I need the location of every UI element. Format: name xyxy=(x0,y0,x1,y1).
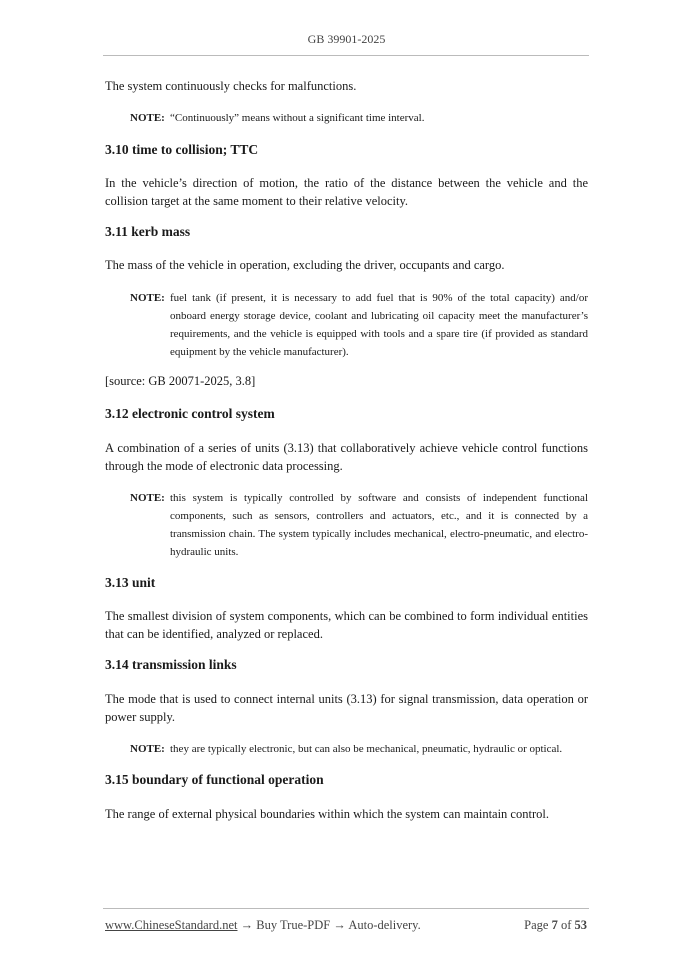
note xyxy=(130,289,588,361)
note xyxy=(130,740,588,758)
arrow-right-icon: → xyxy=(240,918,254,932)
note xyxy=(130,489,588,561)
page-label: Page xyxy=(524,918,549,932)
note-label: NOTE: xyxy=(130,743,165,755)
note-text: they are typically electronic, but can also be mechanical, pneumatic, hydraulic or optical. xyxy=(170,743,563,755)
current-page: 7 xyxy=(551,918,558,932)
paragraph: The range of external physical boundaries within which the system can maintain control. xyxy=(105,807,549,821)
note-label: NOTE: xyxy=(130,112,165,124)
of-label: of xyxy=(560,918,572,932)
footer-promo xyxy=(105,918,421,933)
section-heading-3-12: 3.12 electronic control system xyxy=(105,406,275,421)
section-heading-3-11: 3.11 kerb mass xyxy=(105,224,191,239)
website-link[interactable]: www.ChineseStandard.net xyxy=(105,918,238,932)
paragraph: The mass of the vehicle in operation, excluding the driver, occupants and cargo. xyxy=(105,258,505,272)
note-text: this system is typically controlled by software and consists of independent functional components, such as sensors, controllers and actuators, etc., and it is connected by a transmission chain. The system typically includes mechanical, electro-pneumatic, and electro-hydraulic units. xyxy=(170,492,588,558)
section-heading-3-14: 3.14 transmission links xyxy=(105,657,237,672)
section-heading-3-13: 3.13 unit xyxy=(105,575,156,590)
note-label: NOTE: xyxy=(130,292,165,304)
paragraph: The mode that is used to connect internal units (3.13) for signal transmission, data operation or power supply. xyxy=(105,692,588,724)
page-header: GB 39901-2025 xyxy=(307,32,386,46)
note-label: NOTE: xyxy=(130,492,165,504)
buy-text: Buy True-PDF xyxy=(256,918,331,932)
footer-divider xyxy=(103,908,589,909)
paragraph: A combination of a series of units (3.13) that collaboratively achieve vehicle control functions through the mode of electronic data processing. xyxy=(105,441,588,473)
paragraph: The smallest division of system components, which can be combined to form individual entities that can be identified, analyzed or replaced. xyxy=(105,609,588,641)
section-heading-3-10: 3.10 time to collision; TTC xyxy=(105,142,259,157)
paragraph: The system continuously checks for malfunctions. xyxy=(105,79,357,93)
section-heading-3-15: 3.15 boundary of functional operation xyxy=(105,772,324,787)
note-text: “Continuously” means without a significant time interval. xyxy=(170,112,425,124)
page-number xyxy=(524,918,587,933)
arrow-right-icon: → xyxy=(333,918,346,932)
header-divider xyxy=(103,55,589,56)
source-reference: [source: GB 20071-2025, 3.8] xyxy=(105,374,256,388)
auto-delivery-text: Auto-delivery. xyxy=(348,918,421,932)
note xyxy=(130,109,588,127)
paragraph: In the vehicle’s direction of motion, the ratio of the distance between the vehicle and the collision target at the same moment to their relative velocity. xyxy=(105,176,588,208)
note-text: fuel tank (if present, it is necessary to add fuel that is 90% of the total capacity) and/or onboard energy storage device, coolant and lubricating oil capacity meet the manufacturer’s requirements, and the vehicle is equipped with tools and a spare tire (if provided as standard equipment by the vehicle manufacturer). xyxy=(170,292,588,358)
total-pages: 53 xyxy=(574,918,587,932)
